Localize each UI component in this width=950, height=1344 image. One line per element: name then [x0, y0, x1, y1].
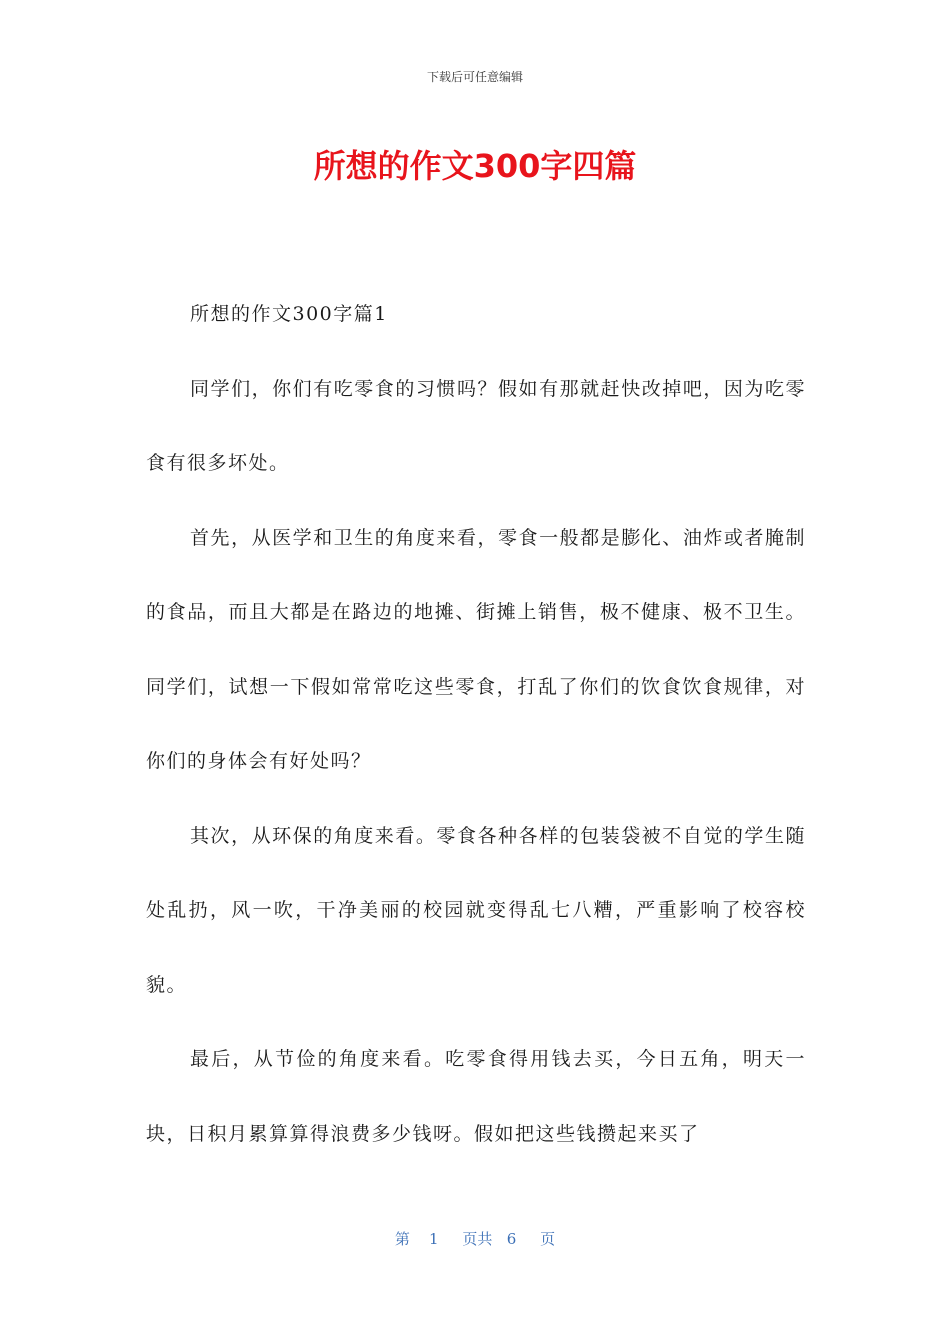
footer-page-number: 1 [428, 1230, 439, 1248]
paragraph: 最后，从节俭的角度来看。吃零食得用钱去买，今日五角，明天一块，日积月累算算得浪费多少钱呀。假如把这些钱攒起来买了 [146, 1048, 806, 1145]
paragraph: 其次，从环保的角度来看。零食各种各样的包装袋被不自觉的学生随处乱扔，风一吹，干净美丽的校园就变得乱七八糟，严重影响了校容校貌。 [146, 824, 806, 996]
footer-label-end: 页 [540, 1230, 556, 1248]
document-title: 所想的作文300字四篇 [313, 147, 637, 185]
page-footer [0, 1228, 950, 1249]
paragraph: 同学们，你们有吃零食的习惯吗？假如有那就赶快改掉吧，因为吃零食有很多坏处。 [146, 377, 806, 474]
footer-label-page: 第 [394, 1230, 410, 1248]
paragraph: 首先，从医学和卫生的角度来看，零食一般都是膨化、油炸或者腌制的食品，而且大都是在路边的地摊、街摊上销售，极不健康、极不卫生。同学们，试想一下假如常常吃这些零食，打乱了你们的饮食饮食规律，对你们的身体会有好处吗？ [146, 526, 806, 772]
footer-label-of: 页共 [462, 1230, 493, 1248]
document-body [146, 277, 806, 1171]
section-heading: 所想的作文300字篇1 [190, 303, 388, 325]
header-note: 下载后可任意编辑 [426, 70, 523, 84]
footer-total-pages: 6 [506, 1230, 517, 1248]
